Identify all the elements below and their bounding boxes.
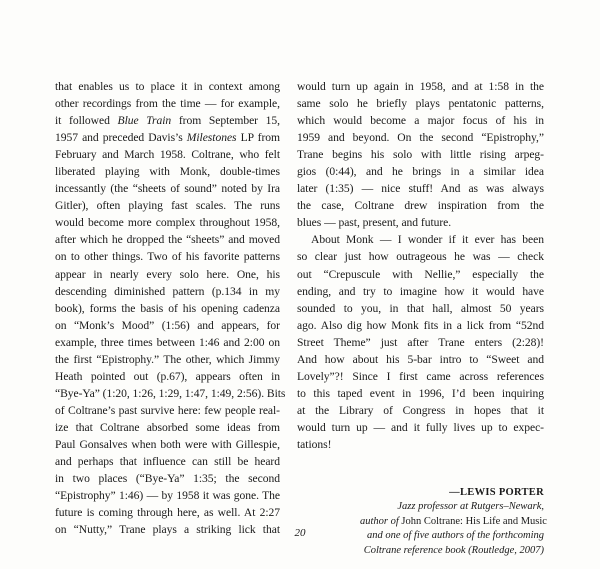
text-line: the case, Coltrane drew inspiration from the	[297, 199, 544, 213]
text-line: blues — past, present, and future.	[297, 216, 452, 230]
right-text-column	[297, 78, 544, 453]
text-line: of Coltrane’s past survive here: few people real-	[55, 403, 280, 417]
left-text-column	[55, 78, 286, 538]
text-line: Heath pointed out (p.67), appears often in	[55, 369, 280, 383]
text-line: Lovely”?! Since I first came across references	[297, 369, 544, 383]
text-line: in two places (“Bye-Ya” 1:35; the second	[55, 472, 280, 486]
author-coauthor-line: and one of five authors of the forthcoming	[366, 530, 544, 542]
text-line: book), forms the basis of his opening cadenza	[55, 301, 280, 315]
text-line: later (1:35) — nice stuff! And as was always	[297, 182, 544, 196]
text-line: ago. Also dig how Monk fits in a lick from “52nd	[297, 318, 544, 332]
text-line: “Bye-Ya” (1:20, 1:26, 1:29, 1:47, 1:49, 2:56). Bits	[55, 386, 286, 400]
text-line: would become more complex throughout 1958,	[55, 216, 280, 230]
book-title: John Coltrane: His Life and Music	[401, 515, 547, 527]
text-line: on to other things. Two of his favorite patterns	[55, 250, 280, 264]
text-line: which would become a major focus of his in	[297, 114, 544, 128]
text-line: future is coming through here, as well. At 2:27	[55, 506, 280, 520]
text-line: example, three times between 1:46 and 2:00 on	[55, 335, 280, 349]
text-line: on “Monk’s Mood” (1:56) and appears, for	[55, 318, 280, 332]
text-line: About Monk — I wonder if it ever has been	[311, 233, 544, 247]
text-line: to this taped event in 1996, I’d been inquiring	[297, 386, 544, 400]
text-line: “Epistrophy” 1:46) — by 1958 it was gone. The	[55, 489, 280, 503]
text-line: so clear just how outrageous he was — check	[297, 250, 544, 264]
author-reference-line: Coltrane reference book (Routledge, 2007)	[363, 544, 544, 556]
text-line: would turn up again in 1958, and at 1:58 in the	[297, 80, 544, 93]
text-line: would turn up — and it fully lives up to expec-	[297, 420, 544, 434]
text-line: out “Crepuscule with Nellie,” especially the	[297, 267, 544, 281]
text-line: it followed Blue Train from September 15,	[55, 114, 281, 128]
text-line: descending diminished pattern (p.134 in my	[55, 284, 280, 298]
text-line: sounded to you, in that hall, almost 50 years	[297, 301, 544, 315]
text-line: gios (0:44), and he brings in a similar idea	[297, 165, 544, 179]
text-line: same solo he briefly plays pentatonic patterns,	[297, 97, 544, 111]
author-signature	[360, 486, 547, 558]
text-line: the first “Epistrophy.” The other, which Jimmy	[55, 352, 280, 366]
text-line: 1957 and preceded Davis’s Milestones LP from	[55, 131, 280, 145]
text-line: February and March 1958. Coltrane, who felt	[55, 148, 280, 162]
text-line: ize that Coltrane absorbed some ideas from	[55, 420, 280, 434]
text-line: other recordings from the time — for example,	[55, 97, 280, 111]
text-line: incessantly (the “sheets of sound” noted by Ira	[55, 182, 280, 196]
text-line: 1959 and beyond. On the second “Epistrophy,”	[297, 131, 544, 145]
paragraph-coltrane-end	[297, 78, 544, 231]
text-line: Trane begins his solo with little rising arpeg-	[297, 148, 544, 162]
text-line: at the Library of Congress in hopes that it	[297, 403, 544, 417]
author-name: —LEWIS PORTER	[449, 487, 544, 498]
text-line: ending, and try to imagine how it would have	[297, 284, 544, 298]
text-line: and perhaps that influence can still be heard	[55, 455, 280, 469]
text-line: liberated playing with Monk, double-times	[55, 165, 280, 179]
page-number: 20	[294, 527, 306, 539]
author-affiliation: Jazz professor at Rutgers–Newark,	[397, 501, 544, 513]
text-line: appear in nearly every solo here. One, his	[55, 267, 280, 281]
text-line: Street Theme” just after Trane enters (2:28)!	[297, 335, 544, 349]
text-line: tations!	[297, 437, 332, 451]
text-line: that enables us to place it in context among	[55, 80, 280, 93]
paragraph-about-monk	[297, 231, 544, 453]
text-line: And how about his 5-bar intro to “Sweet and	[297, 352, 544, 366]
author-book-line: author of John Coltrane: His Life and Music	[360, 515, 547, 527]
text-line: on “Nutty,” Trane plays a striking lick that	[55, 523, 280, 537]
text-line: Paul Gonsalves when both were with Gillespie,	[55, 437, 280, 451]
text-line: after which he dropped the “sheets” and moved	[55, 233, 280, 247]
text-line: Gitler), often playing fast scales. The runs	[55, 199, 280, 213]
